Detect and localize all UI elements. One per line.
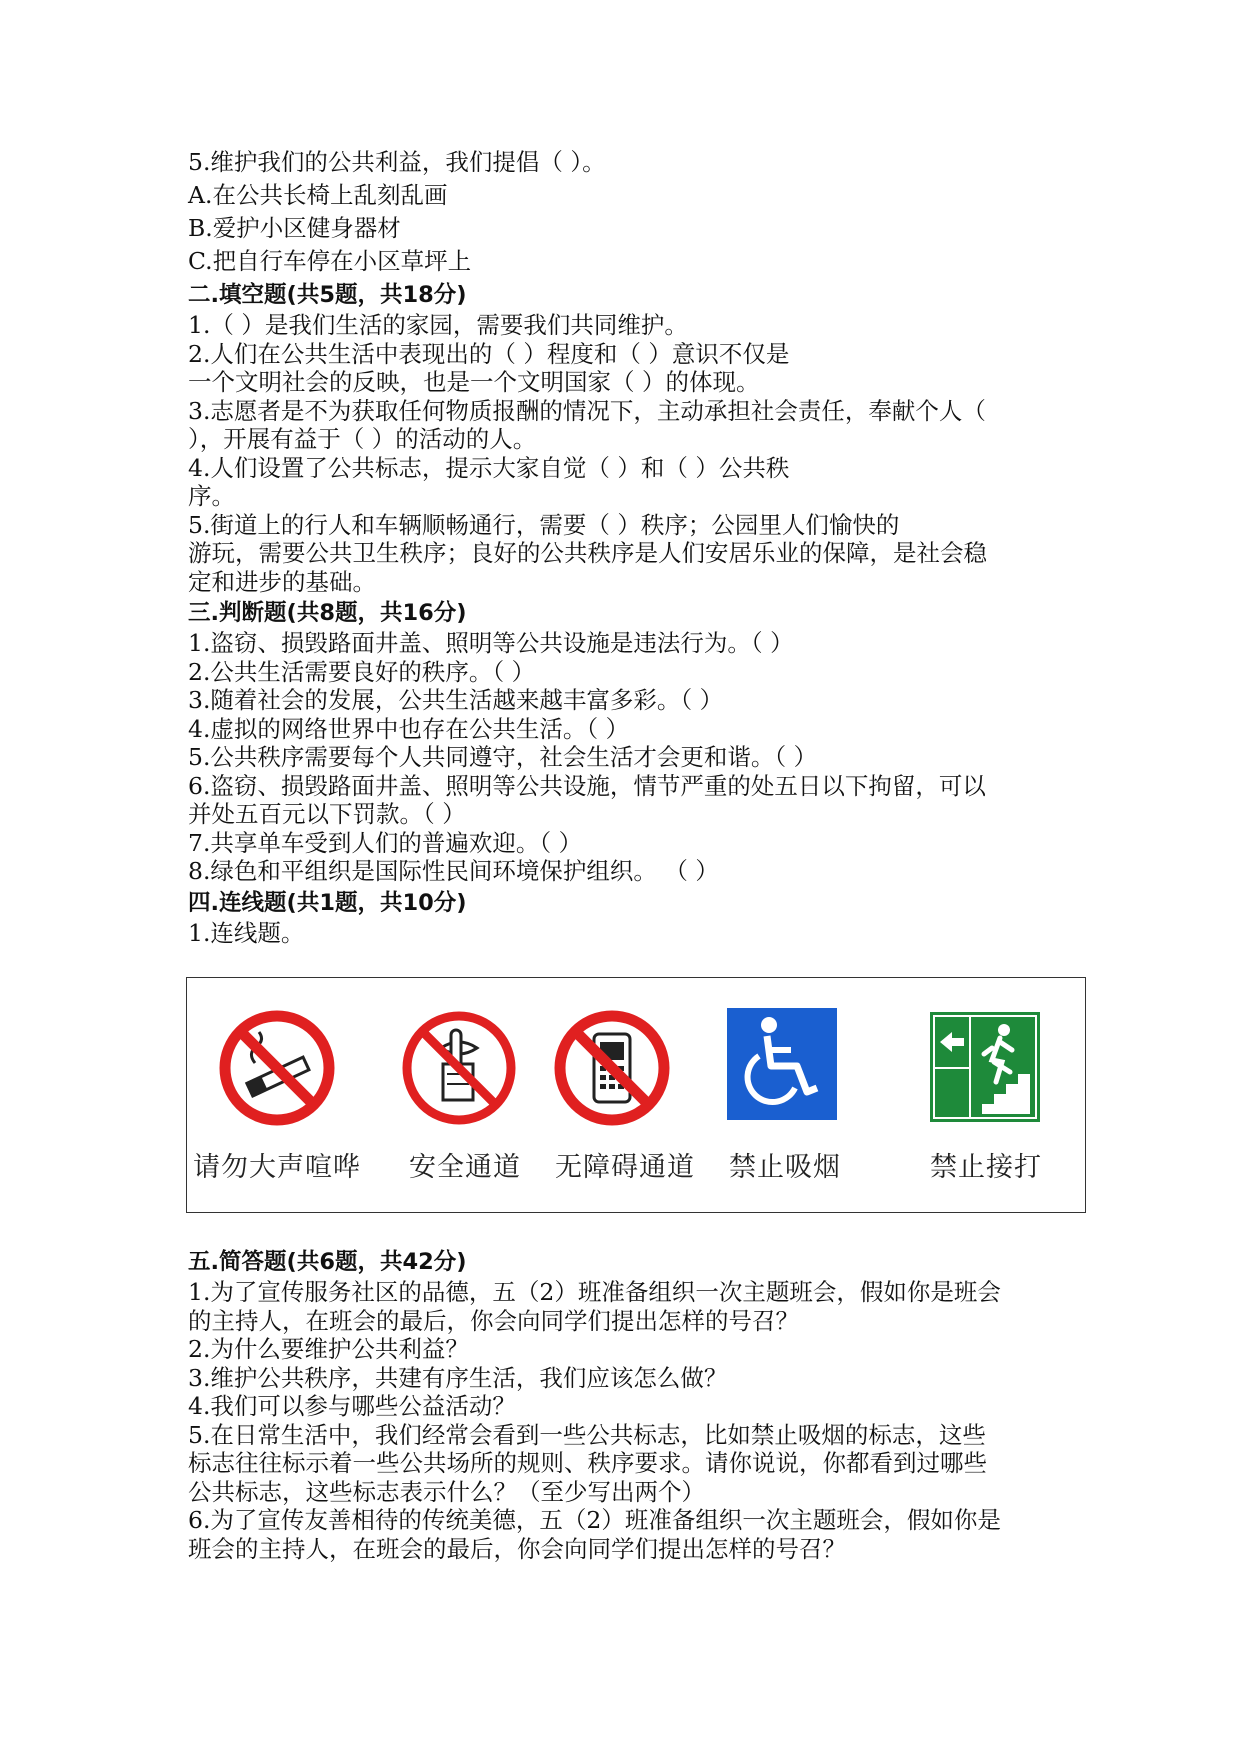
worksheet-page xyxy=(188,146,1050,1563)
question-5-stem: 5.维护我们的公共利益，我们提倡（ ）。 xyxy=(188,148,606,176)
short-answer-line: 5.在日常生活中，我们经常会看到一些公共标志，比如禁止吸烟的标志，这些 xyxy=(188,1420,986,1449)
emergency-exit-sign-icon xyxy=(930,1012,1040,1122)
judge-line: 6.盗窃、损毁路面井盖、照明等公共设施，情节严重的处五日以下拘留，可以 xyxy=(188,771,986,800)
short-answer-line: 1.为了宣传服务社区的品德，五（2）班准备组织一次主题班会，假如你是班会 xyxy=(188,1278,1001,1306)
judge-line: 并处五百元以下罚款。（ ） xyxy=(188,800,466,828)
no-smoking-sign-icon xyxy=(217,1008,337,1128)
fill-line: 序。 xyxy=(188,482,235,510)
short-answer-line: 4.我们可以参与哪些公益活动？ xyxy=(188,1392,516,1420)
short-answer-line: 的主持人，在班会的最后，你会向同学们提出怎样的号召？ xyxy=(188,1306,799,1335)
fill-line: 游玩，需要公共卫生秩序；良好的公共秩序是人们安居乐业的保障，是社会稳 xyxy=(188,539,987,567)
short-answer-section-heading: 五.简答题(共6题，共42分) xyxy=(188,1249,467,1275)
no-phone-sign-icon xyxy=(552,1008,672,1128)
caption-1: 请勿大声喧哗 xyxy=(193,1152,361,1183)
caption-2: 安全通道 xyxy=(409,1152,521,1183)
caption-3: 无障碍通道 xyxy=(555,1152,695,1183)
judge-line: 3.随着社会的发展，公共生活越来越丰富多彩。（ ） xyxy=(188,686,724,714)
option-c: C.把自行车停在小区草坪上 xyxy=(188,247,472,275)
judge-line: 1.盗窃、损毁路面井盖、照明等公共设施是违法行为。（ ） xyxy=(188,629,794,657)
short-answer-line: 2.为什么要维护公共利益？ xyxy=(188,1335,469,1363)
keep-quiet-sign-icon xyxy=(399,1008,519,1128)
short-answer-line: 标志往往标示着一些公共场所的规则、秩序要求。请你说说，你都看到过哪些 xyxy=(188,1449,987,1477)
judge-section-heading: 三.判断题(共8题，共16分) xyxy=(188,600,467,626)
fill-line: 4.人们设置了公共标志，提示大家自觉（ ）和（ ）公共秩 xyxy=(188,453,790,482)
judge-line: 5.公共秩序需要每个人共同遵守，社会生活才会更和谐。（ ） xyxy=(188,743,818,771)
fill-line: ），开展有益于（ ）的活动的人。 xyxy=(188,425,537,453)
fill-section-heading: 二.填空题(共5题，共18分) xyxy=(188,282,467,308)
short-answer-line: 班会的主持人，在班会的最后，你会向同学们提出怎样的号召？ xyxy=(188,1534,846,1563)
fill-line: 2.人们在公共生活中表现出的（ ）程度和（ ）意识不仅是 xyxy=(188,339,790,368)
short-answer-line: 3.维护公共秩序，共建有序生活，我们应该怎么做？ xyxy=(188,1363,728,1392)
fill-line: 1.（ ）是我们生活的家园，需要我们共同维护。 xyxy=(188,311,688,339)
option-a: A.在公共长椅上乱刻乱画 xyxy=(188,181,448,209)
caption-4: 禁止吸烟 xyxy=(729,1152,841,1183)
fill-line: 3.志愿者是不为获取任何物质报酬的情况下，主动承担社会责任，奉献个人（ xyxy=(188,396,986,425)
match-question: 1.连线题。 xyxy=(188,918,305,947)
caption-5: 禁止接打 xyxy=(930,1152,1042,1183)
short-answer-line: 6.为了宣传友善相待的传统美德，五（2）班准备组织一次主题班会，假如你是 xyxy=(188,1506,1001,1534)
fill-line: 定和进步的基础。 xyxy=(188,567,376,596)
match-section-heading: 四.连线题(共1题，共10分) xyxy=(188,889,467,916)
judge-line: 4.虚拟的网络世界中也存在公共生活。（ ） xyxy=(188,714,630,743)
wheelchair-access-sign-icon xyxy=(727,1008,837,1120)
judge-line: 7.共享单车受到人们的普遍欢迎。（ ） xyxy=(188,828,583,857)
judge-line: 8.绿色和平组织是国际性民间环境保护组织。 （ ） xyxy=(188,857,719,885)
option-b: B.爱护小区健身器材 xyxy=(188,214,401,242)
fill-line: 一个文明社会的反映，也是一个文明国家（ ）的体现。 xyxy=(188,368,760,396)
signs-figure xyxy=(186,977,1086,1213)
short-answer-line: 公共标志，这些标志表示什么？（至少写出两个） xyxy=(188,1477,705,1506)
fill-line: 5.街道上的行人和车辆顺畅通行，需要（ ）秩序；公园里人们愉快的 xyxy=(188,510,900,539)
judge-line: 2.公共生活需要良好的秩序。（ ） xyxy=(188,657,536,686)
